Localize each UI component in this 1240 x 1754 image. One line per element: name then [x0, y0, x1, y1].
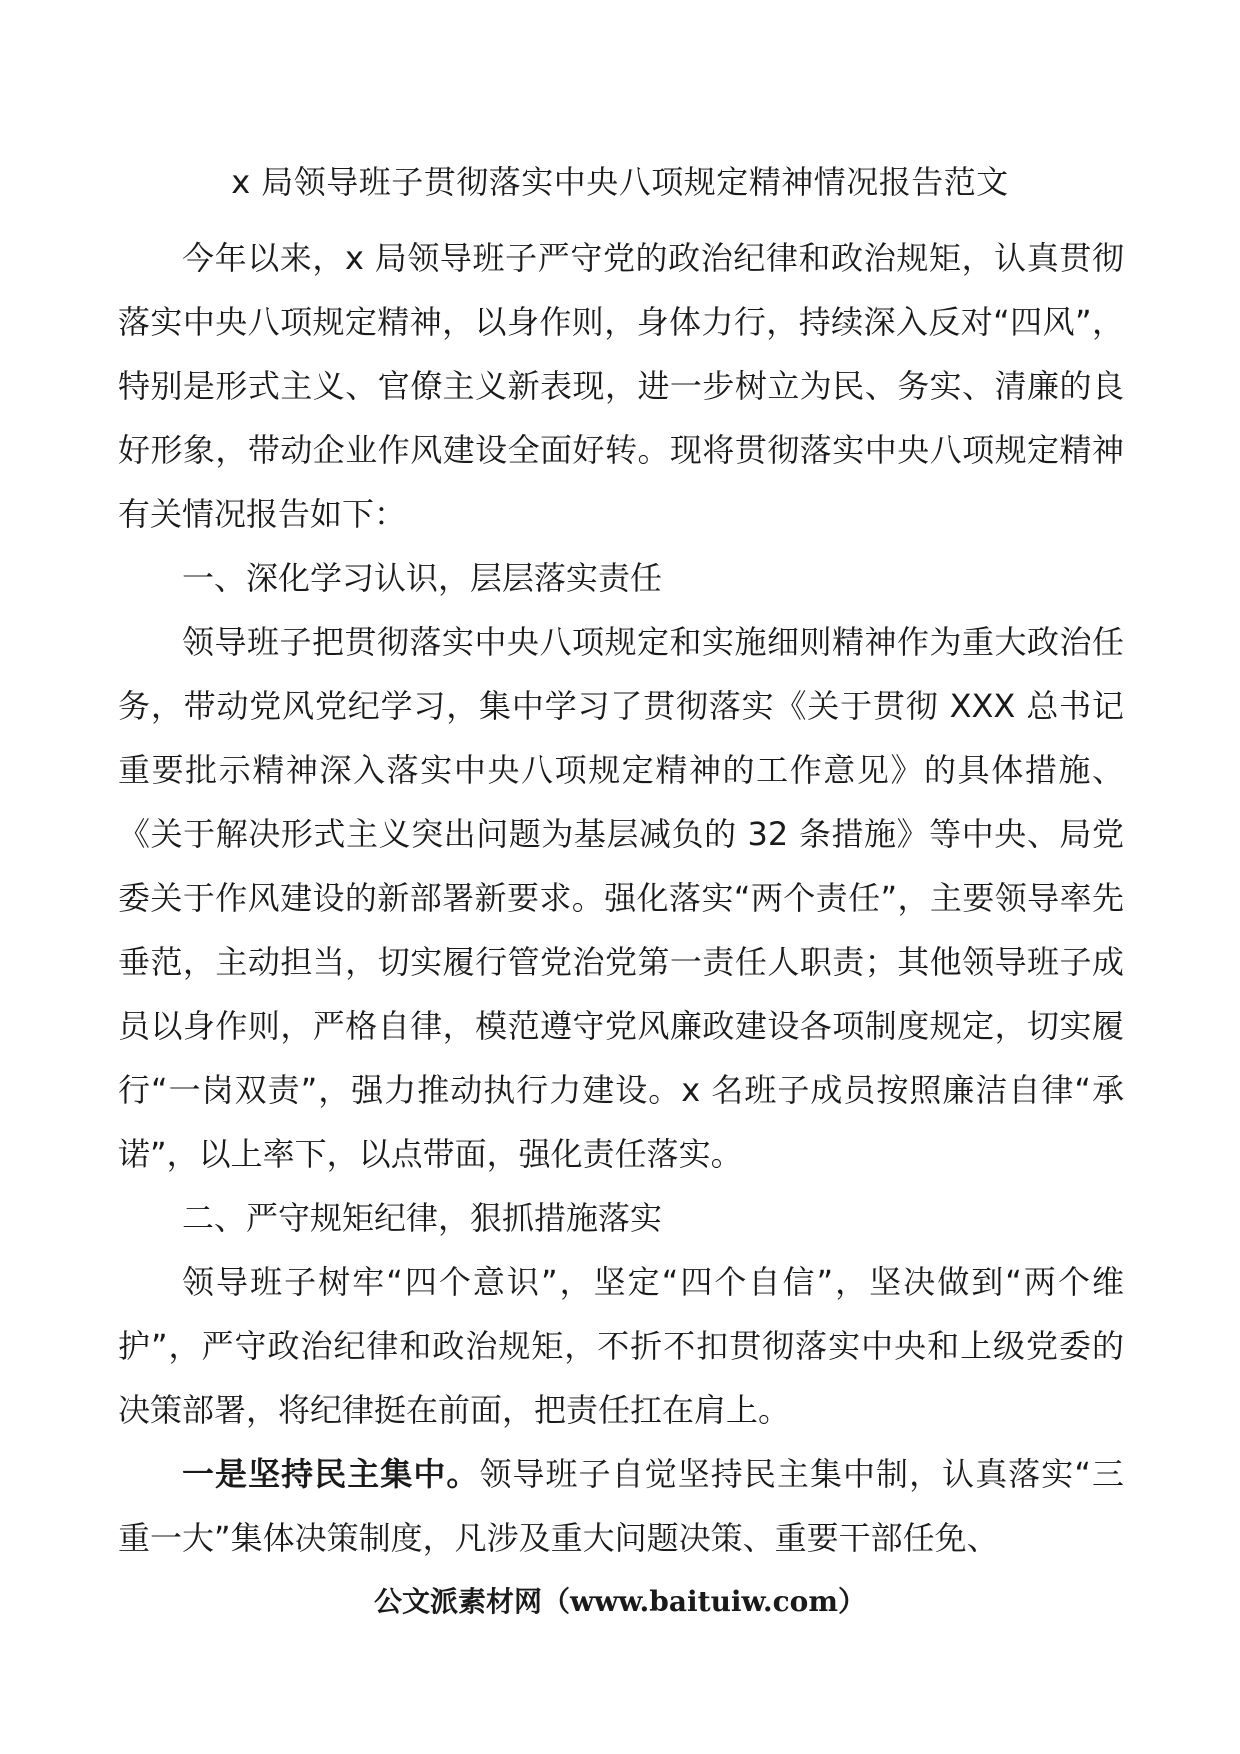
- document-body: [118, 226, 1124, 1570]
- point-1-text: 领导班子自觉坚持民主集中制，认真落实“三重一大”集体决策制度，凡涉及重大问题决策、重要干部任免、: [118, 1455, 1124, 1557]
- section-heading-1: 一、深化学习认识，层层落实责任: [182, 559, 663, 597]
- section-1-paragraph: 领导班子把贯彻落实中央八项规定和实施细则精神作为重大政治任务，带动党风党纪学习，集中学习了贯彻落实《关于贯彻 XXX 总书记重要批示精神深入落实中央八项规定精神的工作意见》的具体措施、《关于解决形式主义突出问题为基层减负的 32 条措施》等中央、局党委关于作风建设的新部署新要求。强化落实“两个责任”，主要领导率先垂范，主动担当，切实履行管党治党第一责任人职责；其他领导班子成员以身作则，严格自律，模范遵守党风廉政建设各项制度规定，切实履行“一岗双责”，强力推动执行力建设。x 名班子成员按照廉洁自律“承诺”，以上率下，以点带面，强化责任落实。: [118, 623, 1124, 1173]
- section-2-paragraph: 领导班子树牢“四个意识”，坚定“四个自信”，坚决做到“两个维护”，严守政治纪律和政治规矩，不折不扣贯彻落实中央和上级党委的决策部署，将纪律挺在前面，把责任扛在肩上。: [118, 1263, 1124, 1429]
- document-title: x 局领导班子贯彻落实中央八项规定精神情况报告范文: [231, 163, 1009, 201]
- point-1-paragraph: [118, 1442, 1124, 1570]
- intro-paragraph: 今年以来，x 局领导班子严守党的政治纪律和政治规矩，认真贯彻落实中央八项规定精神，以身作则，身体力行，持续深入反对“四风”，特别是形式主义、官僚主义新表现，进一步树立为民、务实、清廉的良好形象，带动企业作风建设全面好转。现将贯彻落实中央八项规定精神有关情况报告如下：: [118, 239, 1124, 533]
- footer-watermark: 公文派素材网（www.baituiw.com）: [374, 1585, 866, 1618]
- section-heading-2: 二、严守规矩纪律，狠抓措施落实: [182, 1199, 663, 1237]
- point-1-lead: 一是坚持民主集中。: [182, 1455, 480, 1493]
